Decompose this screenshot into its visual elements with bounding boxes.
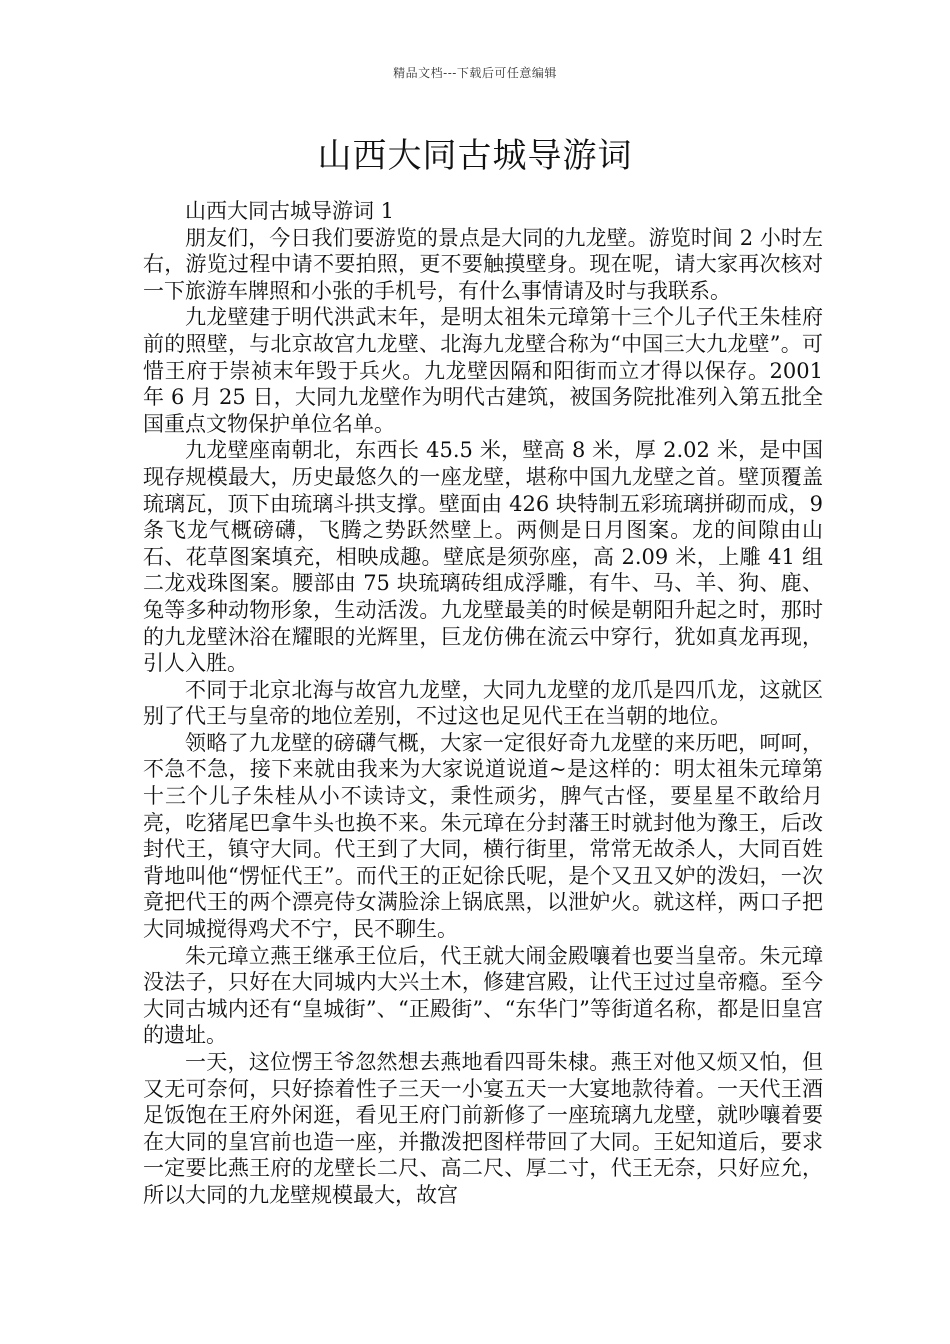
document-body <box>143 198 823 1209</box>
header-note: 精品文档---下载后可任意编辑 <box>393 66 557 80</box>
paragraph: 领略了九龙壁的磅礴气概，大家一定很好奇九龙壁的来历吧，呵呵，不急不急，接下来就由我来为大家说道说道~是这样的：明太祖朱元璋第十三个儿子朱桂从小不读诗文，秉性顽劣，脾气古怪，要星星不敢给月亮，吃猪尾巴拿牛头也换不来。朱元璋在分封藩王时就封他为豫王，后改封代王，镇守大同。代王到了大同，横行街里，常常无故杀人，大同百姓背地叫他“愣怔代王”。而代王的正妃徐氏呢，是个又丑又妒的泼妇，一次竟把代王的两个漂亮侍女满脸涂上锅底黑，以泄妒火。就这样，两口子把大同城搅得鸡犬不宁，民不聊生。 <box>143 730 823 942</box>
paragraph: 九龙壁建于明代洪武末年，是明太祖朱元璋第十三个儿子代王朱桂府前的照壁，与北京故宫九龙壁、北海九龙壁合称为“中国三大九龙壁”。可惜王府于崇祯末年毁于兵火。九龙壁因隔和阳街而立才得以保存。2001 年 6 月 25 日，大同九龙壁作为明代古建筑，被国务院批准列入第五批全国重点文物保护单位名单。 <box>143 305 823 436</box>
paragraph: 九龙壁座南朝北，东西长 45.5 米，壁高 8 米，厚 2.02 米，是中国现存规模最大，历史最悠久的一座龙壁，堪称中国九龙壁之首。壁顶覆盖琉璃瓦，顶下由琉璃斗拱支撑。壁面由 426 块特制五彩琉璃拼砌而成，9 条飞龙气概磅礴，飞腾之势跃然壁上。两侧是日月图案。龙的间隙由山石、花草图案填充，相映成趣。壁底是须弥座，高 2.09 米，上雕 41 组二龙戏珠图案。腰部由 75 块琉璃砖组成浮雕，有牛、马、羊、狗、鹿、兔等多种动物形象，生动活泼。九龙壁最美的时候是朝阳升起之时，那时的九龙壁沐浴在耀眼的光辉里，巨龙仿佛在流云中穿行，犹如真龙再现，引人入胜。 <box>143 438 823 676</box>
section-subtitle: 山西大同古城导游词 1 <box>185 199 395 223</box>
paragraph: 朱元璋立燕王继承王位后，代王就大闹金殿嚷着也要当皇帝。朱元璋没法子，只好在大同城内大兴土木，修建宫殿，让代王过过皇帝瘾。至今大同古城内还有“皇城街”、“正殿街”、“东华门”等街道名称，都是旧皇宫的遗址。 <box>143 943 823 1048</box>
document-title: 山西大同古城导游词 <box>317 136 633 176</box>
paragraph: 朋友们，今日我们要游览的景点是大同的九龙壁。游览时间 2 小时左右，游览过程中请不要拍照，更不要触摸壁身。现在呢，请大家再次核对一下旅游车牌照和小张的手机号，有什么事情请及时与我联系。 <box>143 225 823 303</box>
paragraph: 不同于北京北海与故宫九龙壁，大同九龙壁的龙爪是四爪龙，这就区别了代王与皇帝的地位差别，不过这也足见代王在当朝的地位。 <box>143 677 823 729</box>
paragraph: 一天，这位愣王爷忽然想去燕地看四哥朱棣。燕王对他又烦又怕，但又无可奈何，只好捺着性子三天一小宴五天一大宴地款待着。一天代王酒足饭饱在王府外闲逛，看见王府门前新修了一座琉璃九龙壁，就吵嚷着要在大同的皇宫前也造一座，并撒泼把图样带回了大同。王妃知道后，要求一定要比燕王府的龙壁长二尺、高二尺、厚二寸，代王无奈，只好应允，所以大同的九龙壁规模最大，故宫 <box>143 1050 823 1207</box>
